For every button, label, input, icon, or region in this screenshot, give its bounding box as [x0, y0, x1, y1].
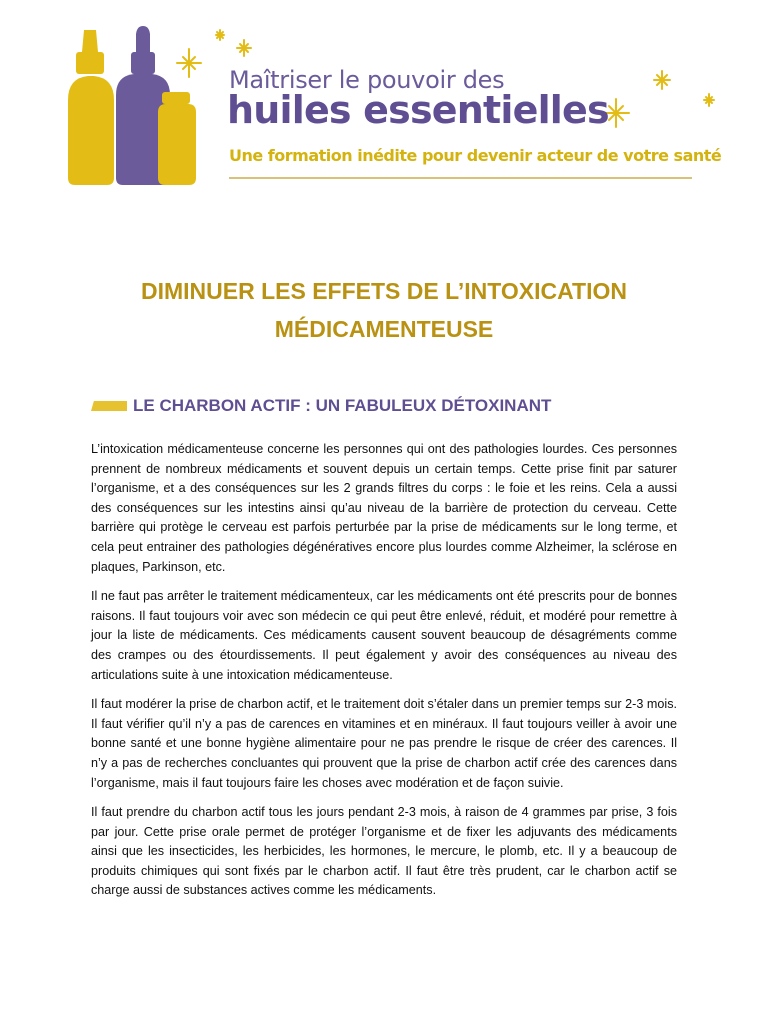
page-title-line1: DIMINUER LES EFFETS DE L’INTOXICATION — [140, 278, 627, 304]
paragraph: Il ne faut pas arrêter le traitement médicamenteux, car les médicaments ont été prescrits pour de bonnes raisons. Il faut toujours voir avec son médecin ce qui peut être enlevé, réduit, et modéré pour remettre à jour la liste de médicaments. Ces médicaments causent souvent beaucoup de désagréments comme des crampes ou des étourdissements. Il peut également y avoir des conséquences au niveau des articulations suite à une intoxication médicamenteuse. — [91, 589, 677, 682]
brand-tagline: Une formation inédite pour devenir acteur de votre santé — [229, 146, 722, 165]
section-marker-icon — [91, 401, 127, 411]
brand-name: huiles essentielles — [227, 88, 609, 132]
section-title: LE CHARBON ACTIF : UN FABULEUX DÉTOXINANT — [133, 396, 552, 415]
section-heading — [91, 394, 551, 418]
page-title — [0, 272, 768, 348]
paragraph: Il faut prendre du charbon actif tous les jours pendant 2-3 mois, à raison de 4 grammes par prise, 3 fois par jour. Cette prise orale permet de protéger l’organisme et de fixer les adjuvants des médicaments ainsi que les insecticides, les herbicides, les hormones, le mercure, le plomb, etc. Il y a beaucoup de produits chimiques qui sont fixés par le charbon actif. Il faut être très prudent, car le charbon actif se charge aussi de substances actives comme les médicaments. — [91, 805, 677, 898]
brand-subtitle: Maîtriser le pouvoir des — [229, 66, 505, 94]
yellow-dropper-bottle-icon — [68, 30, 114, 185]
small-yellow-bottle-icon — [158, 92, 196, 185]
brand-divider — [229, 177, 692, 179]
body-text — [91, 440, 677, 911]
page-title-line2: MÉDICAMENTEUSE — [274, 316, 494, 342]
paragraph: L’intoxication médicamenteuse concerne les personnes qui ont des pathologies lourdes. Ces personnes prennent de nombreux médicaments et souvent depuis un certain temps. Cette prise finit par saturer l’organisme, et a des conséquences sur les 2 grands filtres du corps : le foie et les reins. Cela a aussi des conséquences sur les intestins ainsi qu’au niveau de la barrière de protection du cerveau. Cette barrière qui protège le cerveau est parfois perturbée par la prise de médicaments sur le long terme, et cela peut entrainer des pathologies dégénératives encore plus lourdes comme Alzheimer, la sclérose en plaques, Parkinson, etc. — [91, 442, 677, 574]
paragraph: Il faut modérer la prise de charbon actif, et le traitement doit s’étaler dans un premier temps sur 2-3 mois. Il faut vérifier qu’il n’y a pas de carences en vitamines et en minéraux. Il faut toujours veiller à avoir une bonne santé et une bonne hygiène alimentaire pour ne pas prendre le risque de créer des carences. Il n’y a pas de recherches concluantes qui prouvent que la prise de charbon actif crée des carences dans l’organisme, mais il faut toujours faire les choses avec modération et de façon suivie. — [91, 697, 677, 790]
